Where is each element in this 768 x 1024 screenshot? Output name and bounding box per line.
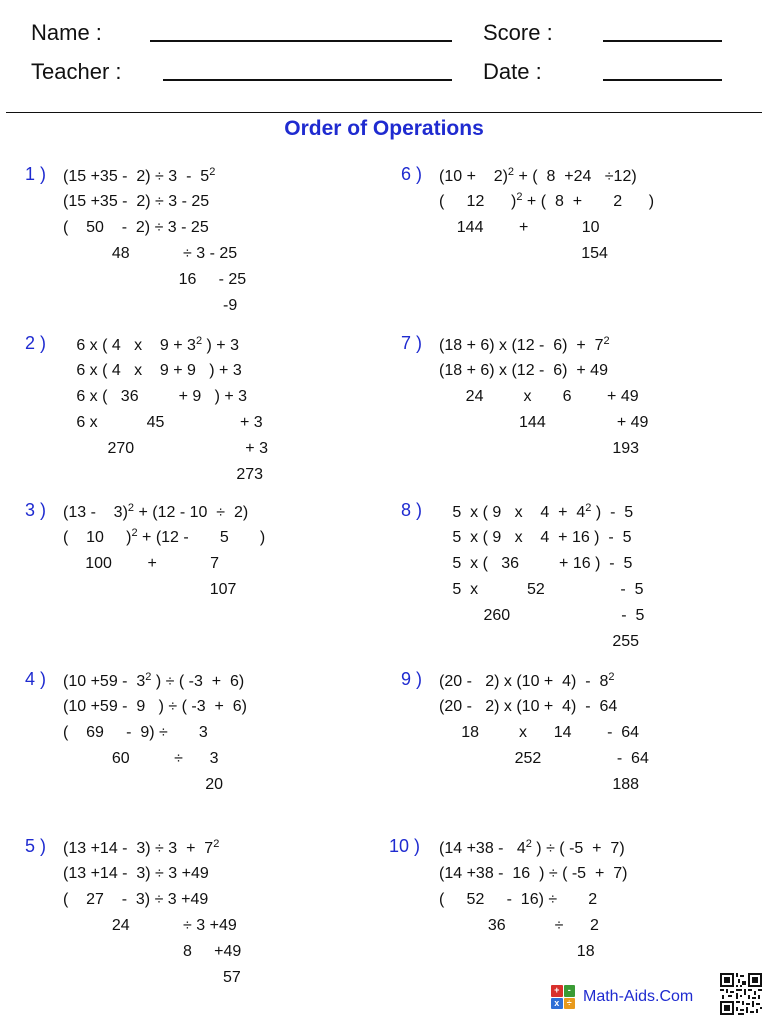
exponent: 2: [195, 335, 203, 347]
step-line: (10 +59 - 9 ) ÷ ( -3 + 6): [63, 698, 247, 715]
step-line: ( 69 - 9) ÷ 3: [63, 724, 208, 741]
step-line: (13 - 3)$^2$ + (12 - 10 ÷ 2): [63, 502, 249, 521]
exponent: 2: [145, 671, 152, 683]
date-line: [603, 79, 722, 81]
exponent: 2: [127, 502, 135, 514]
calc-key: x: [551, 998, 563, 1010]
step-line: 24 ÷ 3 +49: [63, 917, 237, 934]
step-line: ( 52 - 16) ÷ 2: [439, 891, 598, 908]
step-line: 154: [439, 245, 608, 262]
qr-code-icon: [720, 973, 762, 1015]
exponent: 2: [131, 527, 138, 539]
step-line: 57: [63, 969, 241, 986]
step-line: 8 +49: [63, 943, 242, 960]
step-line: (20 - 2) x $(10 + 4) - 8^2$: [439, 671, 615, 690]
step-line: 255: [439, 633, 640, 650]
teacher-line: [163, 79, 452, 81]
step-line: 107: [63, 581, 237, 598]
calc-key: ÷: [564, 998, 576, 1010]
calc-key: +: [551, 985, 563, 997]
problem-number: 5 ): [25, 836, 47, 856]
header-divider: [6, 112, 762, 113]
calculator-icon: [551, 985, 575, 1009]
problem-number: 10 ): [389, 836, 421, 856]
exponent: 2: [608, 671, 615, 683]
step-line: 48 ÷ 3 - 25: [63, 245, 238, 262]
score-label: Score :: [483, 20, 553, 45]
worksheet-title: Order of Operations: [284, 117, 484, 140]
problem-number: 2 ): [25, 333, 47, 353]
name-line: [150, 40, 452, 42]
footer-brand: [551, 985, 693, 1009]
exponent: 2: [516, 191, 523, 203]
step-line: 5 x 52 - 5: [439, 581, 644, 598]
step-line: (10 + 2)$^2$ + ( 8 +24 ÷12): [439, 166, 637, 185]
step-line: 144 + 10: [439, 219, 600, 236]
step-line: (18 + 6) x $(12 - 6) + 7^2$: [439, 335, 610, 354]
step-line: 252 - 64: [439, 750, 649, 767]
problem-number: 9 ): [401, 669, 423, 689]
exponent: 2: [603, 335, 610, 347]
problem-number: 7 ): [401, 333, 423, 353]
problem-number: 1 ): [25, 164, 47, 184]
step-line: -9: [63, 297, 238, 314]
score-line: [603, 40, 722, 42]
step-line: (20 - 2) x (10 + 4) - 64: [439, 698, 618, 715]
exponent: 2: [213, 838, 220, 850]
step-line: 36 ÷ 2: [439, 917, 599, 934]
step-line: 100 + 7: [63, 555, 220, 572]
step-line: ( 10 )$^2$ + (12 - 5 ): [63, 527, 266, 546]
step-line: 24 x 6 + 49: [439, 388, 639, 405]
step-line: 16 - 25: [63, 271, 247, 288]
teacher-label: Teacher :: [31, 59, 122, 84]
step-line: 6 x ( 4 x 9 + 9 ) + 3: [63, 362, 242, 379]
step-line: ($10 +59 - 3^2$ ) ÷ ( -3 + 6): [63, 671, 245, 690]
step-line: ($14 +38 - 4^2$ ) ÷ ( -5 + 7): [439, 838, 625, 857]
step-line: (14 +38 - 16 ) ÷ ( -5 + 7): [439, 865, 628, 882]
brand-link[interactable]: Math-Aids.Com: [583, 988, 694, 1005]
step-line: 60 ÷ 3: [63, 750, 219, 767]
step-line: 5 x ( 9 x $4 + 4^2$ ) - 5: [439, 502, 634, 521]
step-line: ( 50 - 2) ÷ 3 - 25: [63, 219, 209, 236]
problem-number: 4 ): [25, 669, 47, 689]
step-line: 6 x ( 4 x $9 + 3^2$ ) + 3: [63, 335, 239, 354]
step-line: $(13 +14 - 3) \div 3 + 7^2$: [63, 838, 220, 857]
step-line: 6 x 45 + 3: [63, 414, 263, 431]
step-line: 188: [439, 776, 640, 793]
step-line: 18: [439, 943, 595, 960]
date-label: Date :: [483, 59, 542, 84]
step-line: 193: [439, 440, 640, 457]
step-line: 144 + 49: [439, 414, 649, 431]
step-line: 18 x 14 - 64: [439, 724, 640, 741]
step-line: ( 27 - 3) ÷ 3 +49: [63, 891, 209, 908]
step-line: (15 +35 - 2) ÷ 3 - 25: [63, 193, 210, 210]
exponent: 2: [209, 166, 216, 178]
problem-number: 6 ): [401, 164, 423, 184]
step-line: (18 + 6) x (12 - 6) + 49: [439, 362, 608, 379]
exponent: 2: [585, 502, 592, 514]
problem-number: 3 ): [25, 500, 47, 520]
step-line: 273: [63, 466, 264, 483]
name-label: Name :: [31, 20, 102, 45]
problem-number: 8 ): [401, 500, 423, 520]
calc-key: -: [564, 985, 576, 997]
step-line: 270 + 3: [63, 440, 268, 457]
step-line: ( 12 )$^2$ + ( 8 + 2 ): [439, 191, 655, 210]
exponent: 2: [507, 166, 515, 178]
step-line: 5 x ( 9 x 4 + 16 ) - 5: [439, 529, 632, 546]
step-line: 5 x ( 36 + 16 ) - 5: [439, 555, 633, 572]
step-line: (13 +14 - 3) ÷ 3 +49: [63, 865, 209, 882]
exponent: 2: [525, 838, 532, 850]
step-line: 20: [63, 776, 224, 793]
step-line: $(15 +35 - 2) \div 3 - 5^2$: [63, 166, 216, 185]
step-line: 260 - 5: [439, 607, 645, 624]
step-line: 6 x ( 36 + 9 ) + 3: [63, 388, 248, 405]
